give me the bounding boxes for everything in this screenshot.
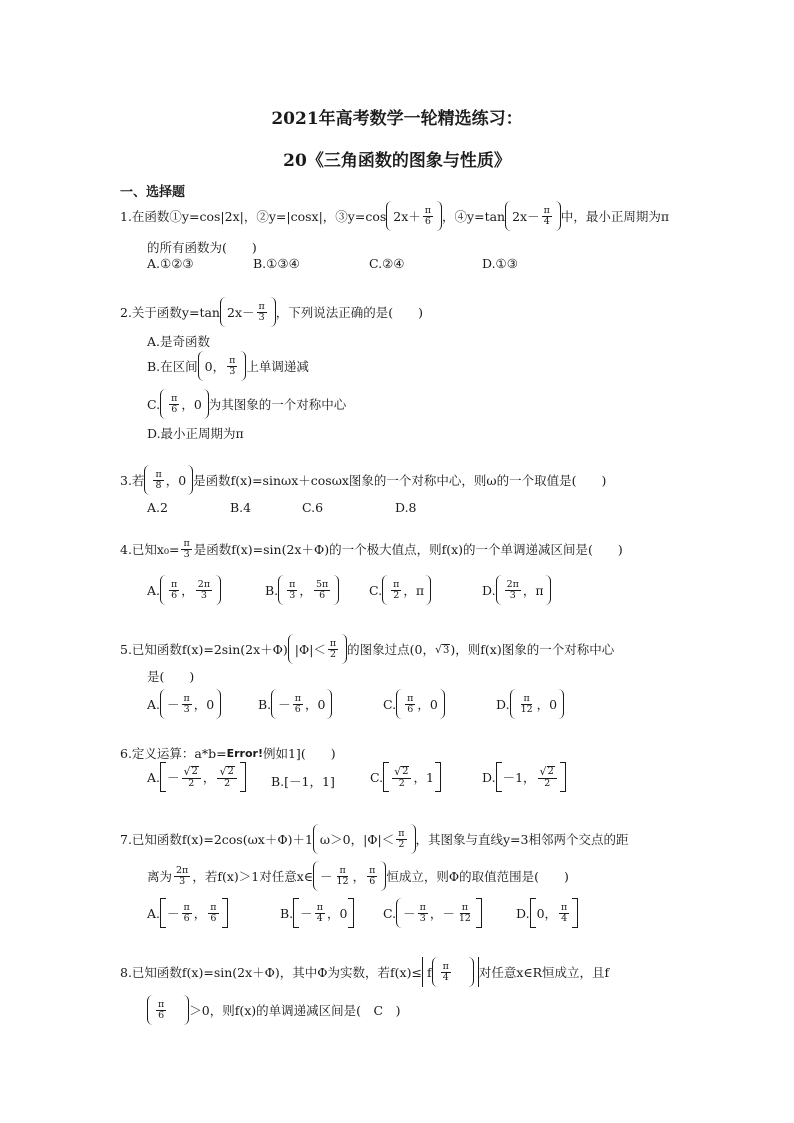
question-5-stem: 5.已知函数f(x)=2sin(2x＋Φ) |Φ|＜ $\frac{\pi}{2}$ 的图象过点(0， √ 3 )，则f(x)图象的一个对称中心 xyxy=(120,634,614,664)
q1-option-b: B.①③④ xyxy=(253,256,300,271)
q4-option-b: B. $\frac{\pi}{3}$ ， $\frac{5\pi}{6}$ xyxy=(265,575,339,605)
q2-option-d: D.最小正周期为π xyxy=(147,426,244,441)
question-1-line-2: 的所有函数为( ) xyxy=(147,240,257,255)
q3-option-d: D.8 xyxy=(395,500,417,515)
q3-option-b: B.4 xyxy=(230,500,252,515)
q6-option-b: B.[－1，1] xyxy=(271,774,335,789)
q5-option-a: A. － $\frac{\pi}{3}$ ，0 xyxy=(147,689,221,719)
q5-option-d: D. $\frac{\pi}{12}$ ，0 xyxy=(496,689,564,719)
q1-option-c: C.②④ xyxy=(369,256,405,271)
q3-option-c: C.6 xyxy=(302,500,324,515)
q3-option-a: A.2 xyxy=(147,500,168,515)
question-2-stem: 2.关于函数y=tan 2x－ $\frac{\pi}{3}$ ，下列说法正确的是( ) xyxy=(120,297,423,327)
q6-option-d: D. －1， √ 2 2 xyxy=(482,762,566,792)
q1-option-a: A.①②③ xyxy=(147,256,194,271)
q4-option-d: D. $\frac{2\pi}{3}$ ， π xyxy=(482,575,551,605)
question-4-stem: 4.已知x₀= $\frac{\pi}{3}$ 是函数f(x)=sin(2x＋Φ)的一个极大值点，则f(x)的一个单调递减区间是( ) xyxy=(120,538,623,560)
document-title: 2021年高考数学一轮精选练习： xyxy=(271,109,523,129)
q7-option-c: C. － $\frac{\pi}{3}$ ，－ $\frac{\pi}{12}$ xyxy=(383,898,482,928)
question-7-line-1: 7.已知函数f(x)=2cos(ωx＋Φ)＋1 ω＞0，|Φ|＜ $\frac{\pi}{2}$ ，其图象与直线y=3相邻两个交点的距 xyxy=(120,824,629,854)
q7-option-a: A. － $\frac{\pi}{6}$ ， $\frac{\pi}{6}$ xyxy=(147,898,228,928)
question-6-stem: 6.定义运算：a*b= Error! 例如1]( ) xyxy=(120,746,336,761)
q6-option-c: C. √ 2 2 ，1 xyxy=(370,762,441,792)
question-7-line-2: 离为 $\frac{2\pi}{3}$ ，若f(x)＞1对任意x∈ － $\frac{\pi}{12}$ ， $\frac{\pi}{6}$ 恒成立，则Φ的取值范围是( ) xyxy=(147,861,569,891)
q2-option-b: B.在区间 0， $\frac{\pi}{3}$ 上单调递减 xyxy=(147,351,309,381)
q4-option-a: A. $\frac{\pi}{6}$ ， $\frac{2\pi}{3}$ xyxy=(147,575,221,605)
q2-option-c: C. $\frac{\pi}{6}$ ，0 为其图象的一个对称中心 xyxy=(147,389,346,419)
question-5-line-2: 是( ) xyxy=(147,669,195,684)
question-8-line-2: $\frac{\pi}{6}$ ＞0，则f(x)的单调递减区间是( C ) xyxy=(147,995,400,1025)
document-subtitle: 20《三角函数的图象与性质》 xyxy=(283,151,511,171)
q5-option-b: B. － $\frac{\pi}{6}$ ，0 xyxy=(258,689,332,719)
q7-option-d: D. 0， $\frac{\pi}{4}$ xyxy=(516,898,578,928)
section-heading: 一、选择题 xyxy=(120,185,186,200)
q1-option-d: D.①③ xyxy=(482,256,518,271)
q4-option-c: C. $\frac{\pi}{2}$ ， π xyxy=(369,575,431,605)
q6-option-a: A. － √ 2 2 ， √ 2 2 xyxy=(147,762,246,792)
question-1-line-1: 1.在函数①y=cos|2x|，②y=|cosx|，③y=cos 2x＋ $\frac{\pi}{6}$ ，④y=tan 2x－ $\frac{\pi}{4}$ 中，最小正周期为π xyxy=(120,201,669,231)
q5-option-c: C. $\frac{\pi}{6}$ ，0 xyxy=(383,689,445,719)
q7-option-b: B. － $\frac{\pi}{4}$ ，0 xyxy=(280,898,354,928)
question-8-line-1: 8.已知函数f(x)=sin(2x＋Φ)，其中Φ为实数，若f(x)≤ f $\frac{\pi}{4}$ 对任意x∈R恒成立，且f xyxy=(120,957,609,987)
question-3-stem: 3.若 $\frac{\pi}{8}$ ，0 是函数f(x)=sinωx＋cosωx图象的一个对称中心，则ω的一个取值是( ) xyxy=(120,465,606,495)
q2-option-a: A.是奇函数 xyxy=(147,334,211,349)
